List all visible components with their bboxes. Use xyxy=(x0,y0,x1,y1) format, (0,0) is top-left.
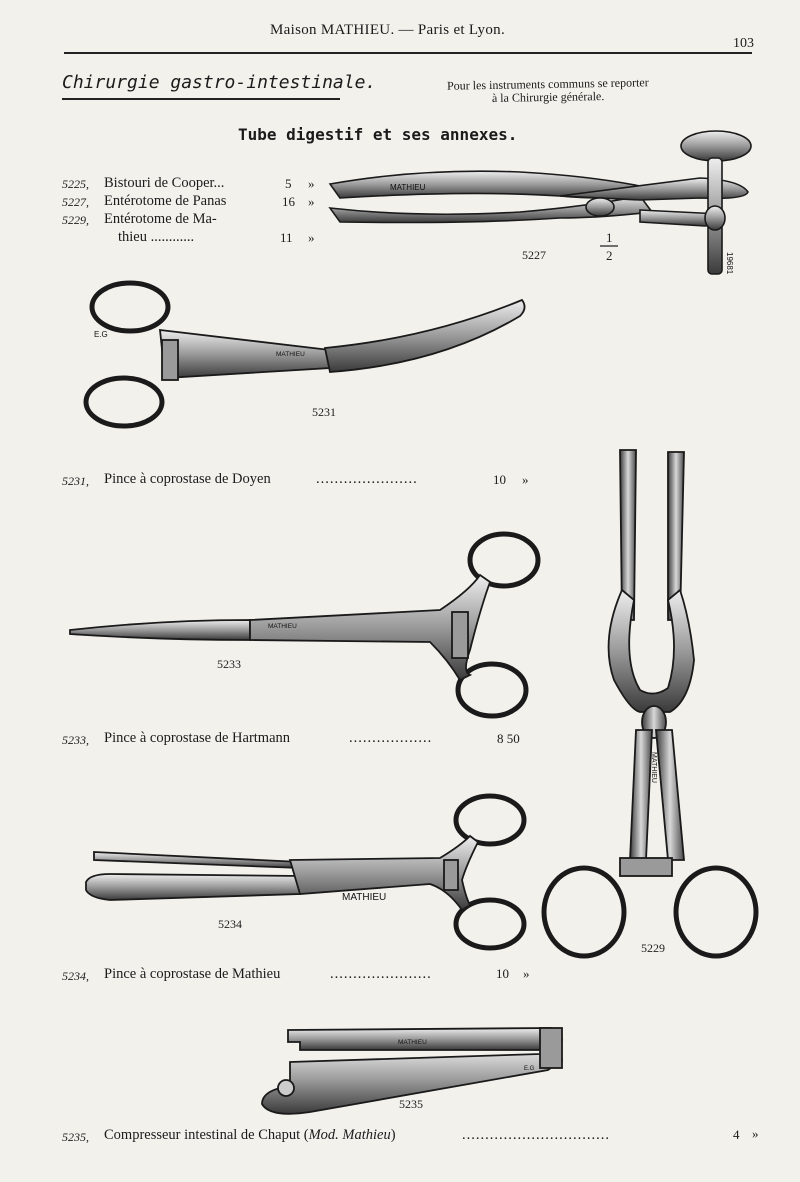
scale-denominator: 2 xyxy=(606,248,613,263)
item-price: 11 xyxy=(280,230,293,245)
item-name: Bistouri de Cooper... xyxy=(104,175,225,191)
item-name-line xyxy=(104,1127,396,1144)
leader-dots: .................. xyxy=(349,730,433,746)
currency-mark: » xyxy=(308,194,315,209)
figure-side-mark: 19681 xyxy=(725,252,734,275)
figure-label: 5231 xyxy=(312,405,336,419)
model-open-paren: ( xyxy=(303,1127,309,1143)
page-number: 103 xyxy=(733,36,754,51)
item-name: Entérotome de Panas xyxy=(104,193,227,209)
engraving-brand: MATHIEU xyxy=(650,752,657,783)
item-number: 5233, xyxy=(62,733,89,747)
currency-mark: » xyxy=(522,472,529,487)
engraving-initials: E.G xyxy=(94,330,108,339)
note-line-1: Pour les instruments communs se reporter xyxy=(446,75,649,93)
figure-label: 5233 xyxy=(217,657,241,671)
engraving-brand: MATHIEU xyxy=(276,351,305,358)
item-name: Compresseur intestinal de Chaput xyxy=(104,1127,301,1143)
figure-label: 5234 xyxy=(218,917,242,931)
item-price: 16 xyxy=(282,194,295,209)
leader-dots: ...................... xyxy=(330,966,432,982)
item-price: 10 xyxy=(493,472,506,487)
pince-doyen-figure xyxy=(86,283,525,426)
item-number: 5231, xyxy=(62,474,89,488)
model-close-paren: ) xyxy=(390,1127,396,1143)
leader-dots: ...................... xyxy=(316,471,418,487)
note-line-2: à la Chirurgie générale. xyxy=(491,89,605,105)
pince-mathieu-figure xyxy=(86,796,524,948)
currency-mark: » xyxy=(523,966,530,981)
subheading: Tube digestif et ses annexes. xyxy=(238,125,518,144)
engraving-brand: MATHIEU xyxy=(342,892,387,903)
figure-label: 5235 xyxy=(399,1097,423,1111)
leader-dots: ................................ xyxy=(462,1127,610,1143)
engraving-brand: MATHIEU xyxy=(398,1039,427,1046)
section-title: Chirurgie gastro-intestinale. xyxy=(62,72,377,93)
item-name: Entérotome de Ma- xyxy=(104,211,217,227)
figure-label: 5229 xyxy=(641,941,665,955)
pince-hartmann-figure xyxy=(70,534,538,716)
item-name: Pince à coprostase de Hartmann xyxy=(104,730,291,746)
engraving-initials: E.G xyxy=(524,1066,535,1072)
item-number: 5234, xyxy=(62,969,89,983)
item-model: Mod. Mathieu xyxy=(308,1127,391,1143)
item-number: 5235, xyxy=(62,1130,89,1144)
item-price: 4 xyxy=(733,1127,740,1142)
figure-label: 5227 xyxy=(522,248,546,262)
enterotome-mathieu-figure xyxy=(544,450,756,956)
item-name: thieu ............ xyxy=(118,229,195,245)
item-number: 5225, xyxy=(62,177,89,191)
currency-mark: » xyxy=(308,230,315,245)
item-name: Pince à coprostase de Mathieu xyxy=(104,966,281,982)
page-header: Maison MATHIEU. — Paris et Lyon. xyxy=(270,22,506,38)
engraving-brand: MATHIEU xyxy=(390,183,426,192)
currency-mark: » xyxy=(752,1126,759,1141)
currency-mark: » xyxy=(308,176,315,191)
scale-numerator: 1 xyxy=(606,230,613,245)
item-number: 5227, xyxy=(62,195,89,209)
item-price: 8 50 xyxy=(497,731,520,746)
item-name: Pince à coprostase de Doyen xyxy=(104,471,271,487)
engraving-brand: MATHIEU xyxy=(268,623,297,630)
item-price: 5 xyxy=(285,176,292,191)
item-number: 5229, xyxy=(62,213,89,227)
item-price: 10 xyxy=(496,966,509,981)
